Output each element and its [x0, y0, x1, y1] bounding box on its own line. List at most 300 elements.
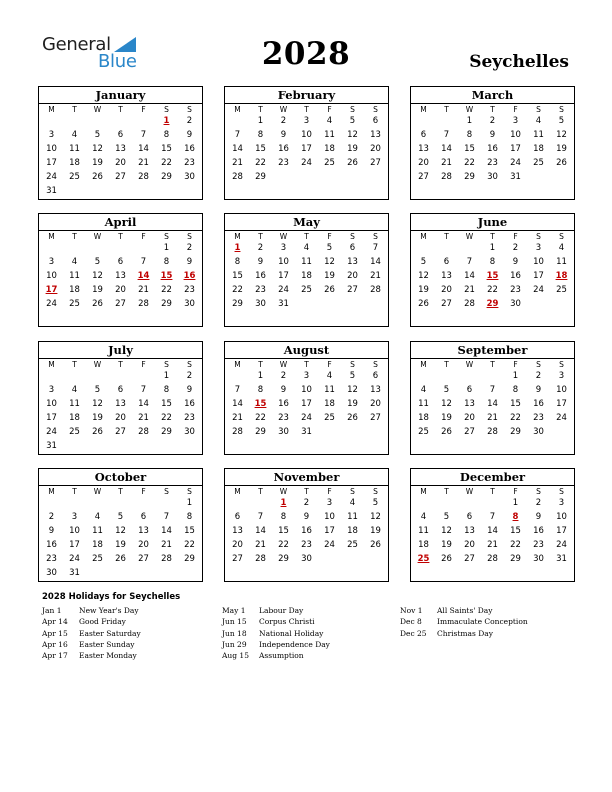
day-cell: 15 [278, 525, 289, 536]
day-cell: 23 [278, 412, 289, 423]
day-cell: 4 [535, 116, 542, 126]
day-cell: 19 [324, 270, 335, 281]
day-cell: 29 [161, 171, 172, 182]
day-cell: 7 [163, 511, 170, 522]
day-cell: 21 [441, 157, 452, 168]
weekday-header: T [258, 232, 263, 241]
holiday-name: Labour Day [259, 606, 304, 615]
day-cell: 10 [510, 129, 521, 140]
day-cell: 9 [186, 129, 193, 140]
day-cell: 4 [558, 243, 565, 253]
day-cell: 15 [232, 270, 243, 281]
day-cell: 17 [556, 398, 567, 409]
day-cell: 27 [370, 412, 381, 423]
day-cell: 22 [161, 157, 172, 168]
day-cell: 7 [489, 384, 496, 395]
day-cell: 13 [347, 256, 358, 267]
weekday-header: S [187, 487, 192, 496]
day-cell: 28 [464, 298, 475, 309]
holiday-name: Easter Sunday [79, 639, 135, 649]
holiday-day-cell: 18 [555, 270, 568, 281]
weekday-header: T [490, 232, 495, 241]
day-cell: 3 [303, 371, 310, 381]
weekday-header: S [187, 105, 192, 114]
day-cell: 27 [232, 553, 243, 564]
day-cell: 12 [370, 511, 381, 522]
day-cell: 31 [278, 298, 289, 309]
weekday-header: S [164, 360, 169, 369]
weekday-header: F [141, 487, 146, 496]
day-cell: 29 [232, 298, 243, 309]
weekday-header: W [279, 360, 288, 369]
day-cell: 1 [257, 371, 264, 381]
day-cell: 5 [94, 384, 101, 395]
day-cell: 30 [184, 426, 195, 437]
day-cell: 22 [510, 412, 521, 423]
weekday-header: T [444, 105, 449, 114]
day-cell: 5 [420, 256, 427, 267]
day-cell: 23 [533, 412, 544, 423]
day-cell: 18 [69, 284, 80, 295]
holiday-entry [222, 651, 397, 661]
weekday-header: W [93, 105, 102, 114]
weekday-header: T [490, 105, 495, 114]
day-cell: 8 [466, 129, 473, 140]
day-cell: 16 [301, 525, 312, 536]
day-cell: 6 [466, 384, 473, 395]
day-cell: 26 [347, 157, 358, 168]
day-cell: 11 [69, 398, 80, 409]
day-cell: 14 [487, 398, 498, 409]
weekday-header: W [93, 360, 102, 369]
weekday-header: W [279, 232, 288, 241]
day-cell: 26 [441, 426, 452, 437]
day-cell: 10 [301, 384, 312, 395]
day-cell: 23 [46, 553, 57, 564]
day-cell: 25 [347, 539, 358, 550]
holiday-entry [222, 617, 397, 627]
holiday-day-cell: 29 [486, 298, 499, 309]
day-cell: 17 [69, 539, 80, 550]
holiday-date: Nov 1 [400, 606, 423, 615]
day-cell: 6 [140, 511, 147, 522]
weekday-header: T [258, 360, 263, 369]
day-cell: 13 [441, 270, 452, 281]
day-cell: 27 [138, 553, 149, 564]
day-cell: 14 [138, 143, 149, 154]
day-cell: 24 [46, 426, 57, 437]
day-cell: 11 [418, 398, 429, 409]
day-cell: 29 [464, 171, 475, 182]
day-cell: 13 [464, 398, 475, 409]
day-cell: 12 [347, 129, 358, 140]
day-cell: 3 [71, 511, 78, 522]
holiday-date: Jun 18 [222, 628, 247, 638]
day-cell: 9 [535, 511, 542, 522]
weekday-header: S [373, 487, 378, 496]
day-cell: 7 [234, 129, 241, 140]
weekday-header: M [234, 360, 241, 369]
holiday-date: Apr 14 [42, 617, 68, 627]
day-cell: 20 [464, 539, 475, 550]
day-cell: 26 [556, 157, 567, 168]
month-december [410, 468, 575, 582]
day-cell: 4 [420, 511, 427, 522]
month-july [38, 341, 203, 455]
day-cell: 21 [161, 539, 172, 550]
day-cell: 26 [115, 553, 126, 564]
day-cell: 21 [487, 412, 498, 423]
day-cell: 9 [257, 256, 264, 267]
day-cell: 29 [255, 171, 266, 182]
day-cell: 29 [161, 426, 172, 437]
day-cell: 16 [278, 398, 289, 409]
day-cell: 21 [487, 539, 498, 550]
day-cell: 20 [441, 284, 452, 295]
weekday-header: T [72, 360, 77, 369]
weekday-header: M [234, 105, 241, 114]
day-cell: 22 [464, 157, 475, 168]
day-cell: 22 [510, 539, 521, 550]
weekday-header: S [559, 487, 564, 496]
weekday-header: W [465, 487, 474, 496]
day-cell: 6 [234, 511, 241, 522]
day-cell: 2 [512, 243, 519, 253]
day-cell: 28 [232, 426, 243, 437]
day-cell: 10 [46, 143, 57, 154]
day-cell: 7 [140, 129, 147, 140]
day-cell: 8 [512, 384, 519, 395]
day-cell: 9 [489, 129, 496, 140]
day-cell: 20 [115, 284, 126, 295]
day-cell: 14 [138, 398, 149, 409]
day-cell: 21 [370, 270, 381, 281]
holidays-list [42, 592, 582, 672]
day-cell: 22 [278, 539, 289, 550]
day-cell: 13 [115, 270, 126, 281]
day-cell: 24 [301, 412, 312, 423]
holiday-day-cell: 17 [45, 284, 58, 295]
month-march [410, 86, 575, 200]
day-cell: 29 [255, 426, 266, 437]
day-cell: 2 [48, 511, 55, 522]
day-cell: 18 [69, 412, 80, 423]
day-cell: 12 [92, 143, 103, 154]
day-cell: 26 [92, 298, 103, 309]
holiday-day-cell: 1 [280, 498, 287, 508]
holiday-name: Immaculate Conception [437, 617, 528, 627]
day-cell: 5 [443, 384, 450, 395]
day-cell: 24 [533, 284, 544, 295]
day-cell: 30 [510, 298, 521, 309]
day-cell: 13 [115, 398, 126, 409]
day-cell: 17 [533, 270, 544, 281]
day-cell: 6 [372, 116, 379, 126]
day-cell: 12 [418, 270, 429, 281]
day-cell: 17 [324, 525, 335, 536]
weekday-header: F [141, 105, 146, 114]
weekday-header: T [258, 105, 263, 114]
holidays-title: 2028 Holidays for Seychelles [42, 592, 181, 602]
day-cell: 4 [71, 384, 78, 395]
day-cell: 18 [533, 143, 544, 154]
month-title: February [277, 88, 336, 102]
day-cell: 9 [48, 525, 55, 536]
weekday-header: M [234, 232, 241, 241]
day-cell: 8 [257, 384, 264, 395]
day-cell: 11 [324, 384, 335, 395]
weekday-header: T [444, 232, 449, 241]
day-cell: 8 [257, 129, 264, 140]
weekday-header: S [373, 105, 378, 114]
day-cell: 17 [46, 412, 57, 423]
day-cell: 9 [535, 384, 542, 395]
day-cell: 2 [280, 371, 287, 381]
weekday-header: F [513, 360, 518, 369]
day-cell: 2 [535, 371, 542, 381]
day-cell: 18 [347, 525, 358, 536]
weekday-header: M [48, 232, 55, 241]
day-cell: 15 [510, 398, 521, 409]
day-cell: 28 [487, 553, 498, 564]
calendar-year: 2028 [261, 36, 351, 72]
weekday-header: S [187, 360, 192, 369]
weekday-header: S [373, 232, 378, 241]
day-cell: 17 [301, 398, 312, 409]
weekday-header: T [490, 360, 495, 369]
weekday-header: S [536, 232, 541, 241]
month-october [38, 468, 203, 582]
day-cell: 3 [512, 116, 519, 126]
day-cell: 3 [48, 129, 55, 140]
month-title: October [94, 470, 147, 484]
holiday-date: Apr 17 [42, 651, 68, 661]
holiday-day-cell: 16 [183, 270, 196, 281]
day-cell: 25 [418, 426, 429, 437]
day-cell: 17 [278, 270, 289, 281]
day-cell: 5 [558, 116, 565, 126]
day-cell: 22 [232, 284, 243, 295]
day-cell: 10 [46, 270, 57, 281]
holiday-day-cell: 1 [234, 243, 241, 253]
day-cell: 14 [255, 525, 266, 536]
weekday-header: T [118, 360, 123, 369]
holiday-date: Dec 25 [400, 628, 427, 638]
holiday-day-cell: 15 [160, 270, 173, 281]
weekday-header: W [93, 232, 102, 241]
weekday-header: T [118, 487, 123, 496]
day-cell: 24 [46, 298, 57, 309]
weekday-header: T [72, 487, 77, 496]
month-november [224, 468, 389, 582]
day-cell: 27 [418, 171, 429, 182]
holiday-name: National Holiday [259, 628, 324, 638]
day-cell: 12 [347, 384, 358, 395]
day-cell: 22 [487, 284, 498, 295]
day-cell: 4 [94, 511, 101, 522]
month-title: November [273, 470, 340, 484]
day-cell: 25 [69, 426, 80, 437]
day-cell: 10 [324, 511, 335, 522]
weekday-header: S [187, 232, 192, 241]
day-cell: 6 [443, 256, 450, 267]
holiday-entry [222, 606, 397, 616]
day-cell: 18 [301, 270, 312, 281]
day-cell: 25 [556, 284, 567, 295]
holiday-entry [42, 617, 217, 627]
day-cell: 27 [115, 298, 126, 309]
day-cell: 21 [464, 284, 475, 295]
day-cell: 7 [257, 511, 264, 522]
weekday-header: W [279, 105, 288, 114]
day-cell: 4 [349, 498, 356, 508]
day-cell: 2 [186, 371, 193, 381]
day-cell: 4 [420, 384, 427, 395]
day-cell: 7 [489, 511, 496, 522]
day-cell: 8 [280, 511, 287, 522]
weekday-header: F [327, 360, 332, 369]
day-cell: 24 [301, 157, 312, 168]
day-cell: 11 [533, 129, 544, 140]
weekday-header: T [72, 105, 77, 114]
day-cell: 31 [46, 185, 57, 196]
weekday-header: F [327, 487, 332, 496]
day-cell: 12 [115, 525, 126, 536]
day-cell: 20 [347, 270, 358, 281]
weekday-header: S [559, 360, 564, 369]
day-cell: 28 [232, 171, 243, 182]
holiday-name: New Year's Day [79, 606, 139, 615]
logo-text-general: General [42, 34, 111, 55]
day-cell: 10 [556, 384, 567, 395]
holiday-entry [400, 629, 575, 639]
day-cell: 16 [510, 270, 521, 281]
day-cell: 27 [347, 284, 358, 295]
day-cell: 31 [46, 440, 57, 451]
weekday-header: W [93, 487, 102, 496]
day-cell: 31 [510, 171, 521, 182]
day-cell: 7 [140, 256, 147, 267]
weekday-header: T [258, 487, 263, 496]
month-title: August [283, 343, 330, 357]
day-cell: 6 [349, 243, 356, 253]
weekday-header: W [465, 360, 474, 369]
holiday-day-cell: 15 [254, 398, 267, 409]
weekday-header: S [373, 360, 378, 369]
day-cell: 20 [138, 539, 149, 550]
day-cell: 5 [349, 116, 356, 126]
day-cell: 3 [303, 116, 310, 126]
holiday-day-cell: 15 [486, 270, 499, 281]
day-cell: 6 [466, 511, 473, 522]
day-cell: 18 [324, 398, 335, 409]
day-cell: 27 [464, 553, 475, 564]
day-cell: 7 [466, 256, 473, 267]
weekday-header: T [304, 360, 309, 369]
day-cell: 5 [372, 498, 379, 508]
day-cell: 11 [418, 525, 429, 536]
day-cell: 19 [418, 284, 429, 295]
day-cell: 16 [487, 143, 498, 154]
day-cell: 12 [441, 398, 452, 409]
day-cell: 17 [301, 143, 312, 154]
weekday-header: S [536, 105, 541, 114]
weekday-header: M [234, 487, 241, 496]
day-cell: 23 [301, 539, 312, 550]
weekday-header: M [420, 105, 427, 114]
day-cell: 15 [161, 143, 172, 154]
day-cell: 16 [255, 270, 266, 281]
day-cell: 25 [69, 171, 80, 182]
day-cell: 14 [441, 143, 452, 154]
day-cell: 20 [464, 412, 475, 423]
day-cell: 20 [115, 412, 126, 423]
day-cell: 8 [234, 256, 241, 267]
month-august [224, 341, 389, 455]
day-cell: 23 [184, 157, 195, 168]
day-cell: 4 [71, 256, 78, 267]
day-cell: 4 [326, 116, 333, 126]
day-cell: 26 [347, 412, 358, 423]
day-cell: 16 [184, 143, 195, 154]
month-title: April [104, 215, 137, 229]
day-cell: 13 [138, 525, 149, 536]
day-cell: 28 [161, 553, 172, 564]
day-cell: 25 [324, 412, 335, 423]
day-cell: 15 [255, 143, 266, 154]
month-title: July [108, 343, 133, 357]
day-cell: 16 [278, 143, 289, 154]
day-cell: 14 [464, 270, 475, 281]
day-cell: 6 [117, 256, 124, 267]
day-cell: 19 [441, 412, 452, 423]
day-cell: 28 [138, 171, 149, 182]
day-cell: 22 [184, 539, 195, 550]
weekday-header: F [141, 360, 146, 369]
weekday-header: W [465, 232, 474, 241]
day-cell: 29 [510, 426, 521, 437]
day-cell: 1 [489, 243, 496, 253]
day-cell: 3 [280, 243, 287, 253]
weekday-header: T [304, 232, 309, 241]
day-cell: 28 [255, 553, 266, 564]
holiday-entry [42, 629, 217, 639]
weekday-header: S [164, 232, 169, 241]
day-cell: 20 [370, 398, 381, 409]
holiday-entry [400, 617, 575, 627]
day-cell: 30 [255, 298, 266, 309]
day-cell: 1 [163, 371, 170, 381]
weekday-header: M [48, 360, 55, 369]
day-cell: 24 [278, 284, 289, 295]
day-cell: 1 [512, 371, 519, 381]
day-cell: 26 [324, 284, 335, 295]
weekday-header: T [304, 105, 309, 114]
day-cell: 23 [255, 284, 266, 295]
day-cell: 15 [161, 398, 172, 409]
day-cell: 16 [533, 525, 544, 536]
weekday-header: T [304, 487, 309, 496]
day-cell: 2 [280, 116, 287, 126]
holiday-name: Independence Day [259, 639, 330, 649]
day-cell: 29 [161, 298, 172, 309]
weekday-header: M [420, 360, 427, 369]
holiday-day-cell: 25 [417, 553, 430, 564]
day-cell: 6 [117, 384, 124, 395]
day-cell: 10 [533, 256, 544, 267]
day-cell: 22 [161, 412, 172, 423]
day-cell: 26 [92, 426, 103, 437]
